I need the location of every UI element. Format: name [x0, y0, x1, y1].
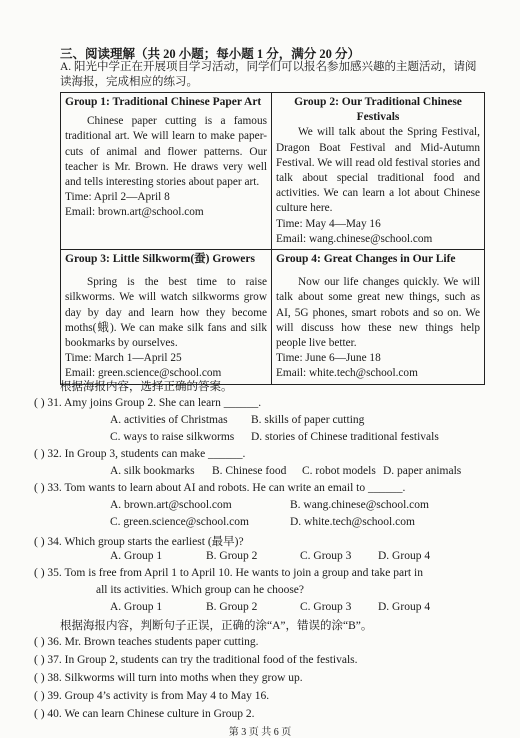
section-title: 三、阅读理解（共 20 小题；每小题 1 分，满分 20 分） — [60, 47, 361, 61]
q35-option-c: C. Group 3 — [300, 601, 352, 613]
q31-stem: ( ) 31. Amy joins Group 2. She can learn ______. — [34, 397, 262, 409]
group-1-cell — [61, 93, 272, 250]
group-4-title: Group 4: Great Changes in Our Life — [276, 253, 456, 266]
q33-stem: ( ) 33. Tom wants to learn about AI and robots. He can write an email to ______. — [34, 482, 406, 494]
q34-option-c: C. Group 3 — [300, 550, 352, 562]
q35-option-b: B. Group 2 — [206, 601, 258, 613]
q35-stem-line2: all its activities. Which group can he choose? — [96, 584, 304, 596]
group-1-title: Group 1: Traditional Chinese Paper Art — [65, 96, 262, 108]
q34-stem: ( ) 34. Which group starts the earliest (最早)? — [34, 536, 244, 548]
q34-option-b: B. Group 2 — [206, 550, 258, 562]
q33-option-a: A. brown.art@school.com — [110, 499, 232, 511]
q35-option-a: A. Group 1 — [110, 601, 163, 613]
group-3-cell — [61, 250, 272, 385]
q31-option-b: B. skills of paper cutting — [251, 414, 365, 426]
q35-stem-line1: ( ) 35. Tom is free from April 1 to April 10. He wants to join a group and take part in — [34, 567, 423, 579]
q37-statement: ( ) 37. In Group 2, students can try the traditional food of the festivals. — [34, 654, 358, 666]
q32-option-a: A. silk bookmarks — [110, 465, 195, 477]
q38-statement: ( ) 38. Silkworms will turn into moths when they grow up. — [34, 672, 303, 684]
group-4-body: Now our life changes quickly. We will talk about some great new things, such as AI, 5G phones, smart robots and so on. We will discuss how these new things help people live better. — [276, 276, 480, 350]
group-3-email: Email: green.science@school.com — [65, 367, 222, 380]
q40-statement: ( ) 40. We can learn Chinese culture in Group 2. — [34, 708, 255, 720]
q34-option-a: A. Group 1 — [110, 550, 163, 562]
group-2-title: Group 2: Our Traditional Chinese Festivals — [294, 96, 462, 124]
q31-option-d: D. stories of Chinese traditional festivals — [251, 431, 439, 443]
group-2-email: Email: wang.chinese@school.com — [276, 232, 433, 245]
group-2-cell — [272, 93, 485, 250]
page-footer: 第 3 页 共 6 页 — [228, 727, 292, 738]
q32-option-b: B. Chinese food — [212, 465, 287, 477]
q33-option-b: B. wang.chinese@school.com — [290, 499, 429, 511]
group-2-body: We will talk about the Spring Festival, Dragon Boat Festival and Mid-Autumn Festival. We will read old festival stories and talk about special traditional food and activities. We can learn a lot about Chinese culture here. — [276, 126, 480, 215]
group-1-body: Chinese paper cutting is a famous traditional art. We will learn to make paper-cuts of animal and flower patterns. Our teacher is Mr. Brown. He draws very well and tells interesting stories about paper art. — [65, 115, 267, 189]
q32-option-c: C. robot models — [302, 465, 376, 477]
section-intro: A. 阳光中学正在开展项目学习活动，同学们可以报名参加感兴趣的主题活动，请阅读海报，完成相应的练习。 — [60, 61, 477, 88]
group-4-time: Time: June 6—June 18 — [276, 352, 381, 365]
group-1-time: Time: April 2—April 8 — [65, 191, 170, 204]
group-3-time: Time: March 1—April 25 — [65, 352, 182, 365]
choice-instruction: 根据海报内容，选择正确的答案。 — [60, 381, 233, 393]
q36-statement: ( ) 36. Mr. Brown teaches students paper cutting. — [34, 636, 259, 648]
group-2-time: Time: May 4—May 16 — [276, 217, 381, 230]
poster-table — [60, 92, 485, 385]
tf-instruction: 根据海报内容，判断句子正误，正确的涂“A”，错误的涂“B”。 — [60, 620, 373, 632]
q33-option-c: C. green.science@school.com — [110, 516, 249, 528]
group-1-email: Email: brown.art@school.com — [65, 206, 204, 219]
q32-option-d: D. paper animals — [383, 465, 462, 477]
q31-option-c: C. ways to raise silkworms — [110, 431, 235, 443]
group-4-cell — [272, 250, 485, 385]
group-3-title: Group 3: Little Silkworm(蚕) Growers — [65, 253, 255, 266]
q33-option-d: D. white.tech@school.com — [290, 516, 415, 528]
group-3-body: Spring is the best time to raise silkworms. We will watch silkworms grow day by day and learn how they become moths(蛾). We can make silk fans and silk bookmarks by ourselves. — [65, 276, 267, 350]
group-4-email: Email: white.tech@school.com — [276, 367, 418, 380]
q35-option-d: D. Group 4 — [378, 601, 431, 613]
q34-option-d: D. Group 4 — [378, 550, 431, 562]
q31-option-a: A. activities of Christmas — [110, 414, 228, 426]
q32-stem: ( ) 32. In Group 3, students can make ______. — [34, 448, 246, 460]
q39-statement: ( ) 39. Group 4’s activity is from May 4 to May 16. — [34, 690, 270, 702]
